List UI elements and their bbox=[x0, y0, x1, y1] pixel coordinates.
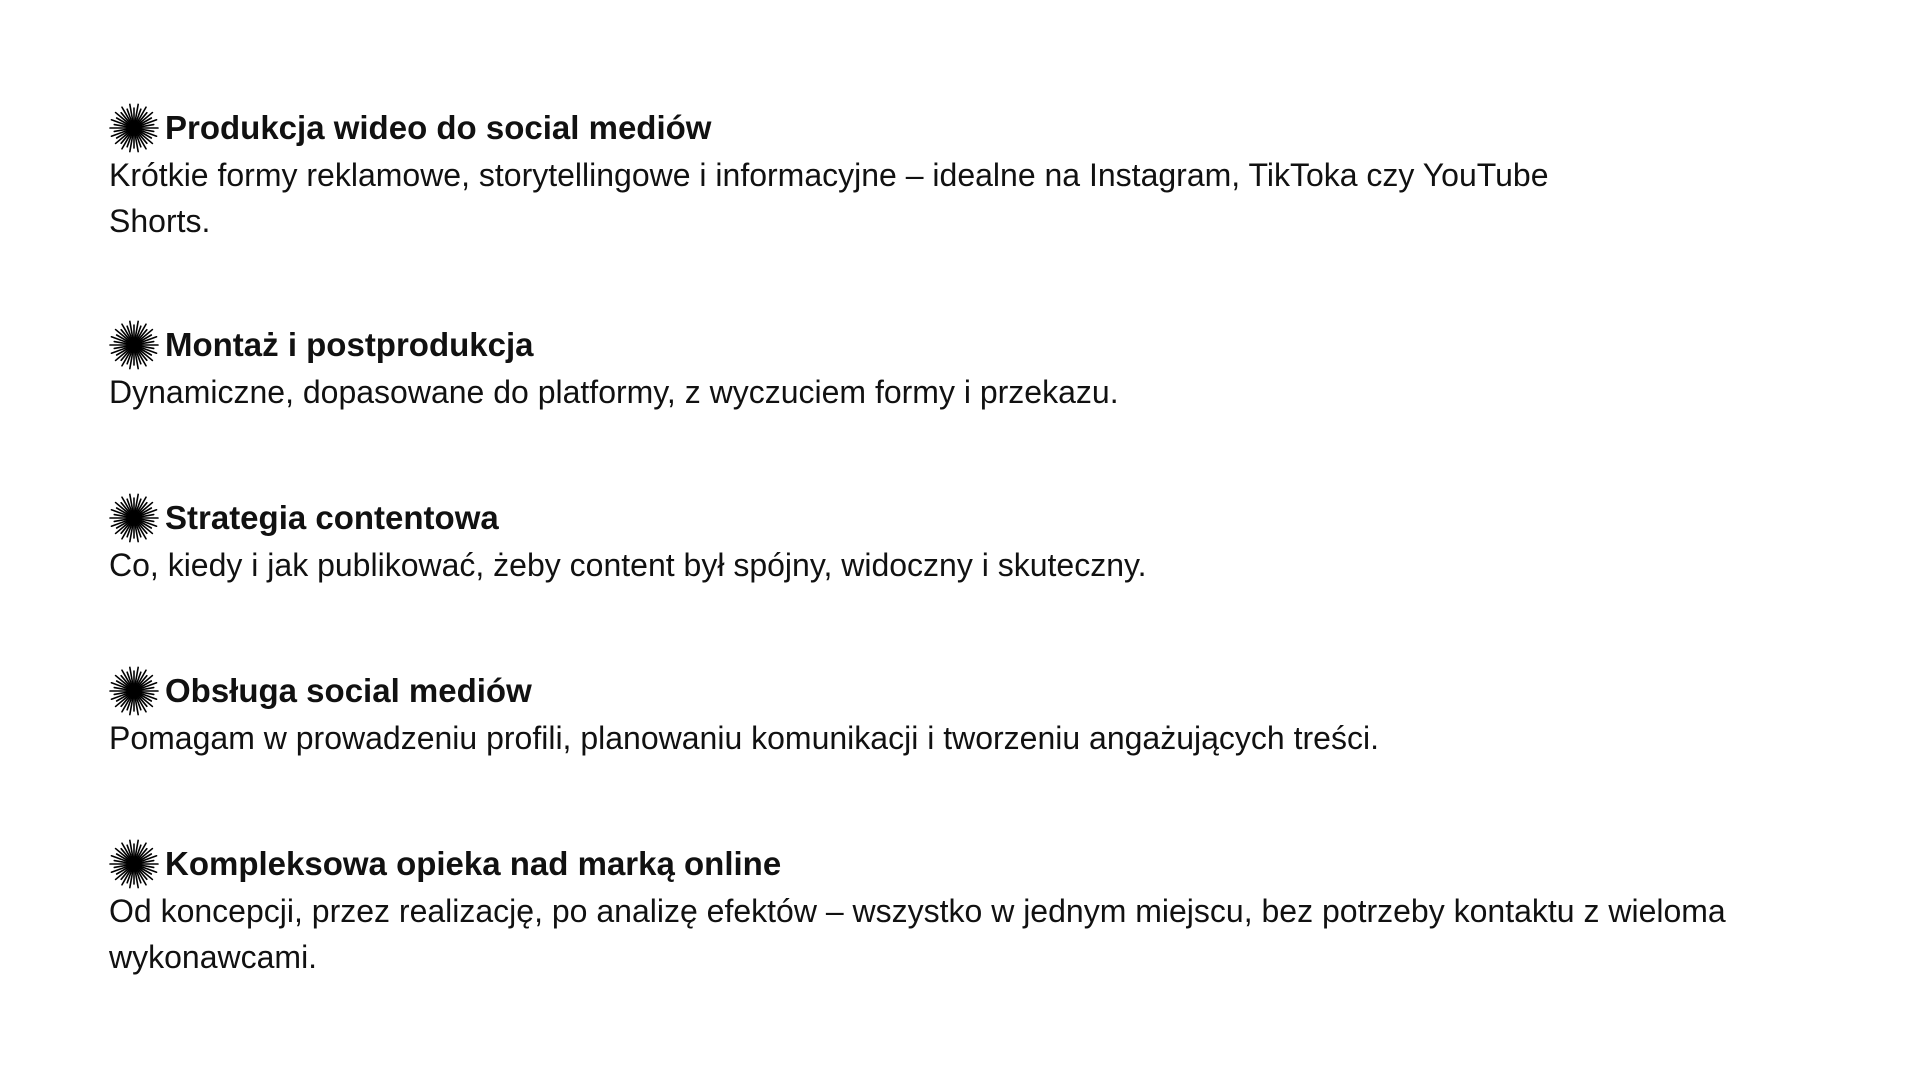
starburst-icon bbox=[109, 493, 159, 543]
starburst-icon bbox=[109, 103, 159, 153]
service-title: Kompleksowa opieka nad marką online bbox=[165, 845, 782, 882]
service-title-row bbox=[109, 104, 1829, 152]
starburst-icon bbox=[109, 839, 159, 889]
starburst-icon bbox=[109, 666, 159, 716]
service-description: Pomagam w prowadzeniu profili, planowaniu komunikacji i tworzeniu angażujących treści. bbox=[109, 720, 1379, 756]
starburst-icon bbox=[109, 320, 159, 370]
service-item-editing bbox=[109, 321, 1829, 415]
service-item-brand-care bbox=[109, 840, 1829, 980]
service-title: Obsługa social mediów bbox=[165, 672, 532, 709]
service-title: Strategia contentowa bbox=[165, 499, 499, 536]
service-title-row bbox=[109, 321, 1829, 369]
service-title-row bbox=[109, 840, 1829, 888]
service-item-video-production bbox=[109, 104, 1829, 244]
service-description: Co, kiedy i jak publikować, żeby content był spójny, widoczny i skuteczny. bbox=[109, 547, 1147, 583]
service-title-row bbox=[109, 494, 1829, 542]
service-item-content-strategy bbox=[109, 494, 1829, 588]
service-description: Krótkie formy reklamowe, storytellingowe i informacyjne – idealne na Instagram, TikToka czy YouTube Shorts. bbox=[109, 157, 1549, 239]
service-title-row bbox=[109, 667, 1829, 715]
service-item-social-media bbox=[109, 667, 1829, 761]
service-title: Produkcja wideo do social mediów bbox=[165, 109, 712, 146]
service-title: Montaż i postprodukcja bbox=[165, 326, 534, 363]
service-description: Od koncepcji, przez realizację, po analizę efektów – wszystko w jednym miejscu, bez potrzeby kontaktu z wieloma wykonawcami. bbox=[109, 893, 1726, 975]
service-description: Dynamiczne, dopasowane do platformy, z wyczuciem formy i przekazu. bbox=[109, 374, 1119, 410]
